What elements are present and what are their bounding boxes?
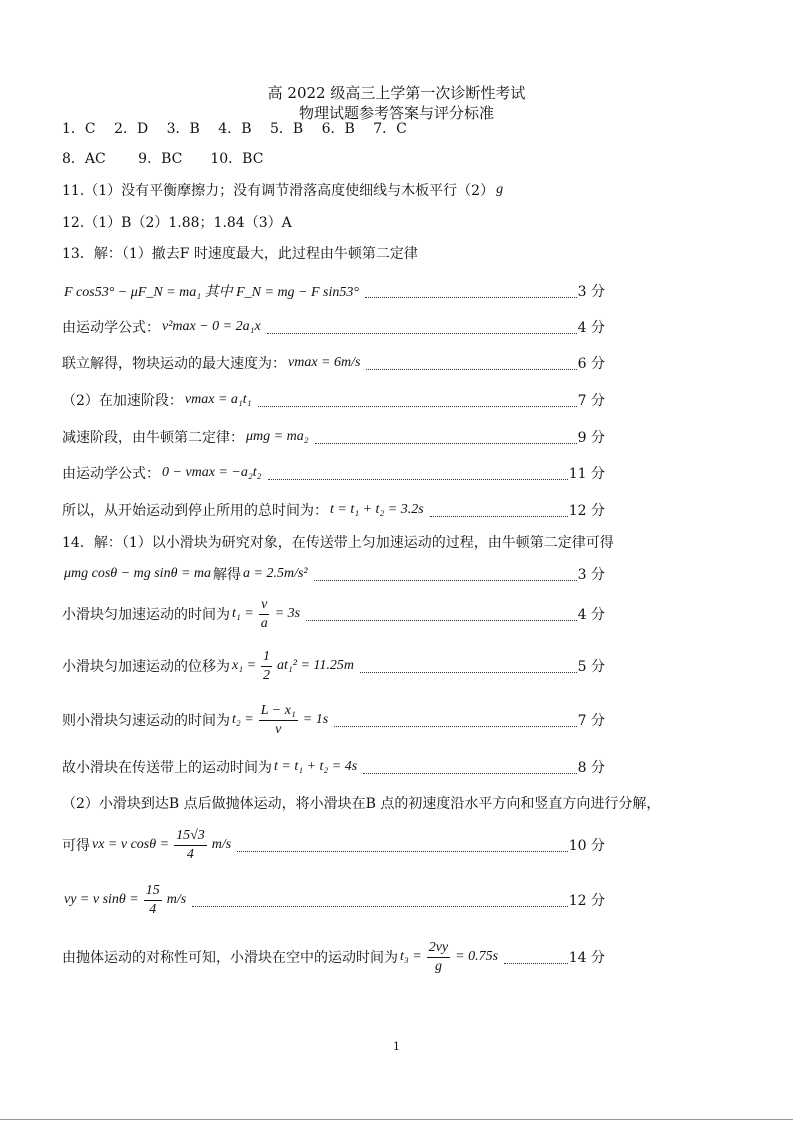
- step-score: 11 分: [568, 466, 605, 482]
- dot-leader: [365, 285, 577, 298]
- numerator: 15√3: [174, 827, 207, 846]
- q14-intro: [62, 532, 762, 552]
- step-text: 小滑块匀加速运动的时间为: [62, 607, 230, 623]
- step-text: 由运动学公式：: [62, 320, 160, 336]
- dot-leader: [430, 504, 568, 517]
- formula-rhs: at₁² = 11.25m: [277, 658, 355, 673]
- q14-intro-text: 14．解：（1）以小滑块为研究对象，在传送带上匀加速运动的过程，由牛顿第二定律可得: [62, 535, 614, 551]
- fraction: [174, 827, 207, 864]
- dot-leader: [366, 357, 576, 370]
- fraction: [259, 702, 298, 739]
- step-formula: t = t₁ + t₂ = 3.2s: [330, 502, 424, 517]
- q11-math: g: [496, 182, 504, 197]
- step-score: 3 分: [577, 567, 605, 583]
- q14-step: [62, 702, 605, 737]
- step-score: 7 分: [577, 713, 605, 729]
- q13-intro-text: 13．解：（1）撤去F 时速度最大，此过程由牛顿第二定律: [62, 246, 418, 262]
- dot-leader: [314, 568, 577, 581]
- step-text: 减速阶段，由牛顿第二定律：: [62, 430, 244, 446]
- step-formula: μmg = ma₂: [246, 429, 309, 444]
- q13-step: [62, 317, 605, 337]
- denominator: 4: [186, 846, 194, 862]
- page-number: 1: [393, 1040, 400, 1053]
- q12-answer: [62, 212, 762, 232]
- formula-lhs: vy = v sinθ =: [64, 892, 139, 907]
- q11-answer: [62, 180, 762, 200]
- page-bottom-border: [0, 1119, 793, 1120]
- q14-step: [62, 564, 605, 584]
- step-text: 故小滑块在传送带上的运动时间为: [62, 760, 272, 776]
- formula-rhs: m/s: [166, 892, 187, 907]
- formula-lhs: t₃ =: [400, 949, 422, 964]
- q12-text: 12.（1）B（2）1.88；1.84（3）A: [62, 215, 292, 231]
- fraction: [144, 882, 162, 919]
- step-score: 10 分: [568, 838, 605, 854]
- step-text: 联立解得，物块运动的最大速度为：: [62, 356, 286, 372]
- q13-step: [62, 390, 605, 410]
- dot-leader: [268, 467, 568, 480]
- dot-leader: [306, 608, 577, 621]
- formula-lhs: t₁ =: [232, 606, 254, 621]
- step-formula: t = t₁ + t₂ = 4s: [274, 759, 358, 774]
- dot-leader: [360, 660, 577, 673]
- formula-rhs: = 3s: [274, 606, 301, 621]
- denominator: 4: [149, 901, 157, 917]
- q13-step: [62, 281, 605, 301]
- step-text: 解得: [213, 567, 242, 583]
- document-subtitle: 物理试题参考答案与评分标准: [298, 104, 494, 122]
- step-formula: vmax = a₁t₁: [184, 392, 252, 407]
- step-score: 12 分: [568, 893, 605, 909]
- answer-line-2: [62, 148, 762, 168]
- formula-rhs: = 1s: [302, 712, 329, 727]
- q14-step: [62, 827, 605, 862]
- step-score: 6 分: [577, 356, 605, 372]
- step-text: 可得: [62, 838, 90, 854]
- formula-lhs: x₁ =: [232, 658, 257, 673]
- step-score: 5 分: [577, 659, 605, 675]
- numerator: v: [259, 596, 269, 615]
- step-text: 由抛体运动的对称性可知，小滑块在空中的运动时间为: [62, 950, 398, 966]
- formula-lhs: vx = v cosθ =: [92, 837, 170, 852]
- answers-1-7: 1．C 2．D 3．B 4．B 5．B 6．B 7．C: [62, 121, 407, 137]
- formula-rhs: = 0.75s: [455, 949, 499, 964]
- denominator: v: [275, 721, 282, 737]
- dot-leader: [315, 431, 577, 444]
- step-score: 8 分: [577, 760, 605, 776]
- formula-lhs: t₂ =: [232, 712, 254, 727]
- q13-step: [62, 353, 605, 373]
- q14-part2-intro: [62, 793, 762, 813]
- step-formula: μmg cosθ − mg sinθ = ma: [64, 566, 212, 581]
- answers-8-10: 8．AC 9．BC 10．BC: [62, 151, 264, 167]
- q14-step: [62, 882, 605, 917]
- q13-intro: [62, 243, 762, 263]
- fraction: [261, 648, 272, 685]
- q14-step: [62, 757, 605, 777]
- dot-leader: [237, 839, 568, 852]
- step-formula-result: a = 2.5m/s²: [243, 566, 308, 581]
- dot-leader: [192, 894, 568, 907]
- step-formula: F cos53° − μF_N = ma₁ 其中 F_N = mg − F sin53°: [64, 285, 359, 300]
- step-text: 所以，从开始运动到停止所用的总时间为：: [62, 503, 328, 519]
- step-score: 4 分: [577, 320, 605, 336]
- q13-step: [62, 463, 605, 483]
- document-title: 高 2022 级高三上学第一次诊断性考试: [267, 84, 526, 102]
- numerator: 1: [261, 648, 272, 667]
- dot-leader: [334, 714, 576, 727]
- formula-rhs: m/s: [211, 837, 232, 852]
- step-score: 9 分: [577, 430, 605, 446]
- step-score: 12 分: [568, 503, 605, 519]
- numerator: 15: [144, 882, 162, 901]
- step-score: 7 分: [577, 393, 605, 409]
- step-formula: v²max − 0 = 2a₁x: [162, 319, 261, 334]
- step-text: 由运动学公式：: [62, 466, 160, 482]
- denominator: 2: [263, 667, 271, 683]
- numerator: L − x₁: [259, 702, 298, 721]
- fraction: [427, 939, 450, 976]
- step-text: 小滑块匀加速运动的位移为: [62, 659, 230, 675]
- step-formula: vmax = 6m/s: [288, 355, 361, 370]
- fraction: [259, 596, 270, 633]
- q11-text: 11.（1）没有平衡摩擦力；没有调节滑落高度使细线与木板平行（2）: [62, 183, 495, 199]
- step-text: 则小滑块匀速运动的时间为: [62, 713, 230, 729]
- step-score: 3 分: [577, 284, 605, 300]
- answer-line-1: [62, 118, 762, 138]
- step-formula: 0 − vmax = −a₂t₂: [162, 465, 262, 480]
- q13-step: [62, 500, 605, 520]
- dot-leader: [258, 394, 577, 407]
- denominator: g: [434, 958, 442, 974]
- numerator: 2vy: [427, 939, 450, 958]
- q14-step: [62, 596, 605, 631]
- part2-text: （2）小滑块到达B 点后做抛体运动，将小滑块在B 点的初速度沿水平方向和竖直方向进行分解，: [62, 796, 661, 812]
- dot-leader: [504, 951, 568, 964]
- dot-leader: [363, 761, 576, 774]
- q14-step: [62, 939, 605, 974]
- q14-step: [62, 648, 605, 683]
- step-score: 14 分: [568, 950, 605, 966]
- denominator: a: [260, 615, 268, 631]
- dot-leader: [267, 321, 577, 334]
- step-score: 4 分: [577, 607, 605, 623]
- q13-step: [62, 427, 605, 447]
- step-text: （2）在加速阶段：: [62, 393, 183, 409]
